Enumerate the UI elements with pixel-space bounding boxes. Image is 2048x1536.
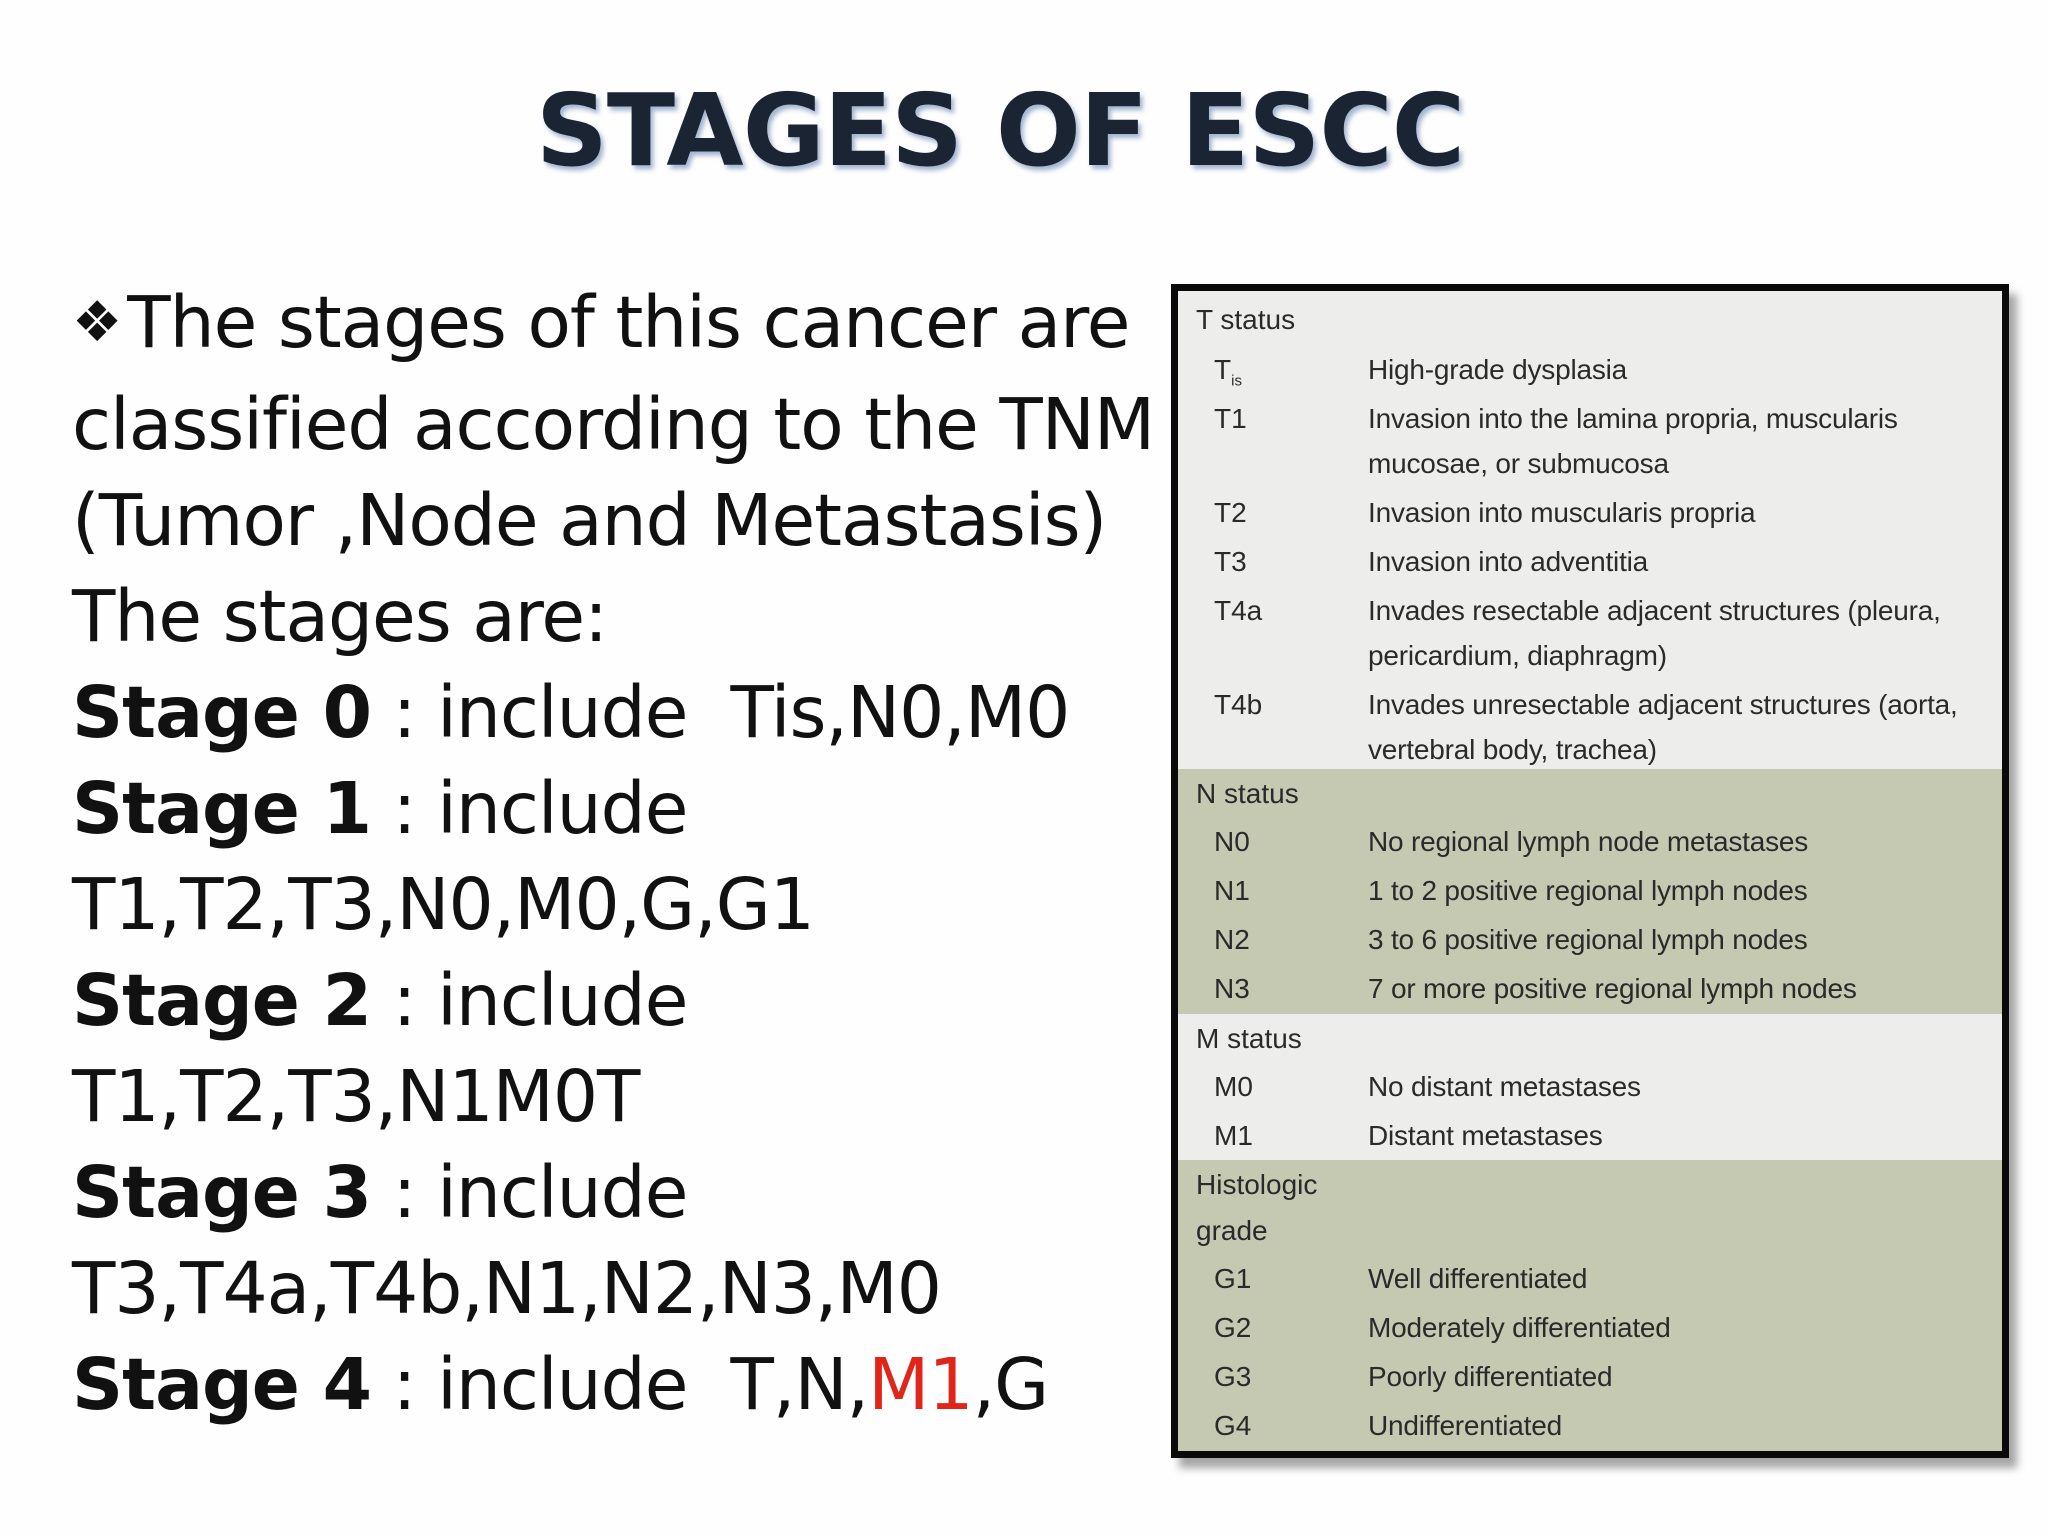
t-status-section (1178, 291, 2002, 769)
stage-1-label: Stage 1 (72, 767, 372, 850)
slide-title: STAGES OF ESCC (535, 72, 1465, 189)
stage-2-members: T1,T2,T3,N1M0T (72, 1055, 640, 1138)
stage-3-label: Stage 3 (72, 1151, 372, 1234)
stage-3-members: T3,T4a,T4b,N1,N2,N3,M0 (72, 1247, 941, 1330)
code-t2: T2 (1214, 497, 1247, 528)
stage-4-line: Stage 4 : include T,N,M1,G (72, 1343, 1049, 1426)
stage-0-members: Tis,N0,M0 (687, 671, 1070, 754)
stage-4-label: Stage 4 (72, 1343, 372, 1426)
grade-header: Histologic grade (1196, 1169, 1318, 1246)
desc-n1: 1 to 2 positive regional lymph nodes (1368, 875, 1808, 906)
stage-2-line: Stage 2 : include (72, 959, 688, 1042)
code-t4b: T4b (1214, 689, 1263, 720)
stage-1-members: T1,T2,T3,N0,M0,G,G1 (72, 863, 814, 946)
intro-line-2: classified according to the TNM (72, 383, 1155, 466)
n-status-header: N status (1196, 778, 1299, 809)
code-g2: G2 (1214, 1312, 1252, 1343)
code-g3: G3 (1214, 1361, 1252, 1392)
code-g4: G4 (1214, 1410, 1252, 1441)
intro-line-1: ❖The stages of this cancer are (72, 281, 1130, 364)
code-tis: $T_{is}$ (1214, 354, 1242, 390)
desc-g4: Undifferentiated (1368, 1410, 1562, 1441)
desc-t4a: Invades resectable adjacent structures (pleura, pericardium, diaphragm) (1368, 595, 1941, 671)
desc-t4b: Invades unresectable adjacent structures (aorta, vertebral body, trachea) (1368, 689, 1958, 765)
intro-line-4: The stages are: (72, 575, 608, 658)
desc-m1: Distant metastases (1368, 1120, 1603, 1151)
desc-m0: No distant metastases (1368, 1071, 1641, 1102)
n-status-section (1178, 769, 2002, 1014)
t-status-header: T status (1196, 304, 1296, 335)
stage-0-line: Stage 0 : include Tis,N0,M0 (72, 671, 1070, 754)
tnm-table (1171, 284, 2009, 1458)
stage-0-label: Stage 0 (72, 671, 372, 754)
code-n1: N1 (1214, 875, 1250, 906)
desc-tis: High-grade dysplasia (1368, 354, 1628, 385)
grade-section (1178, 1160, 2002, 1458)
desc-n2: 3 to 6 positive regional lymph nodes (1368, 924, 1808, 955)
desc-g3: Poorly differentiated (1368, 1361, 1613, 1392)
desc-t2: Invasion into muscularis propria (1368, 497, 1756, 528)
stage-1-line: Stage 1 : include (72, 767, 688, 850)
code-n0: N0 (1214, 826, 1250, 857)
code-m0: M0 (1214, 1071, 1253, 1102)
code-m1: M1 (1214, 1120, 1253, 1151)
code-g1: G1 (1214, 1263, 1252, 1294)
body-text (72, 275, 1155, 1433)
m1-highlight: M1 (868, 1343, 973, 1426)
intro-line-3: (Tumor ,Node and Metastasis) (72, 479, 1107, 562)
desc-g1: Well differentiated (1368, 1263, 1588, 1294)
code-t3: T3 (1214, 546, 1247, 577)
code-t4a: T4a (1214, 595, 1263, 626)
stage-3-line: Stage 3 : include (72, 1151, 688, 1234)
desc-t3: Invasion into adventitia (1368, 546, 1649, 577)
desc-t1: Invasion into the lamina propria, muscularis mucosae, or submucosa (1368, 403, 1898, 479)
stage-2-label: Stage 2 (72, 959, 372, 1042)
desc-g2: Moderately differentiated (1368, 1312, 1671, 1343)
code-t1: T1 (1214, 403, 1247, 434)
diamond-bullet-icon: ❖ (72, 290, 122, 355)
m-status-section (1178, 1014, 2002, 1160)
desc-n0: No regional lymph node metastases (1368, 826, 1809, 857)
m-status-header: M status (1196, 1023, 1302, 1054)
desc-n3: 7 or more positive regional lymph nodes (1368, 973, 1857, 1004)
code-n2: N2 (1214, 924, 1250, 955)
code-n3: N3 (1214, 973, 1250, 1004)
